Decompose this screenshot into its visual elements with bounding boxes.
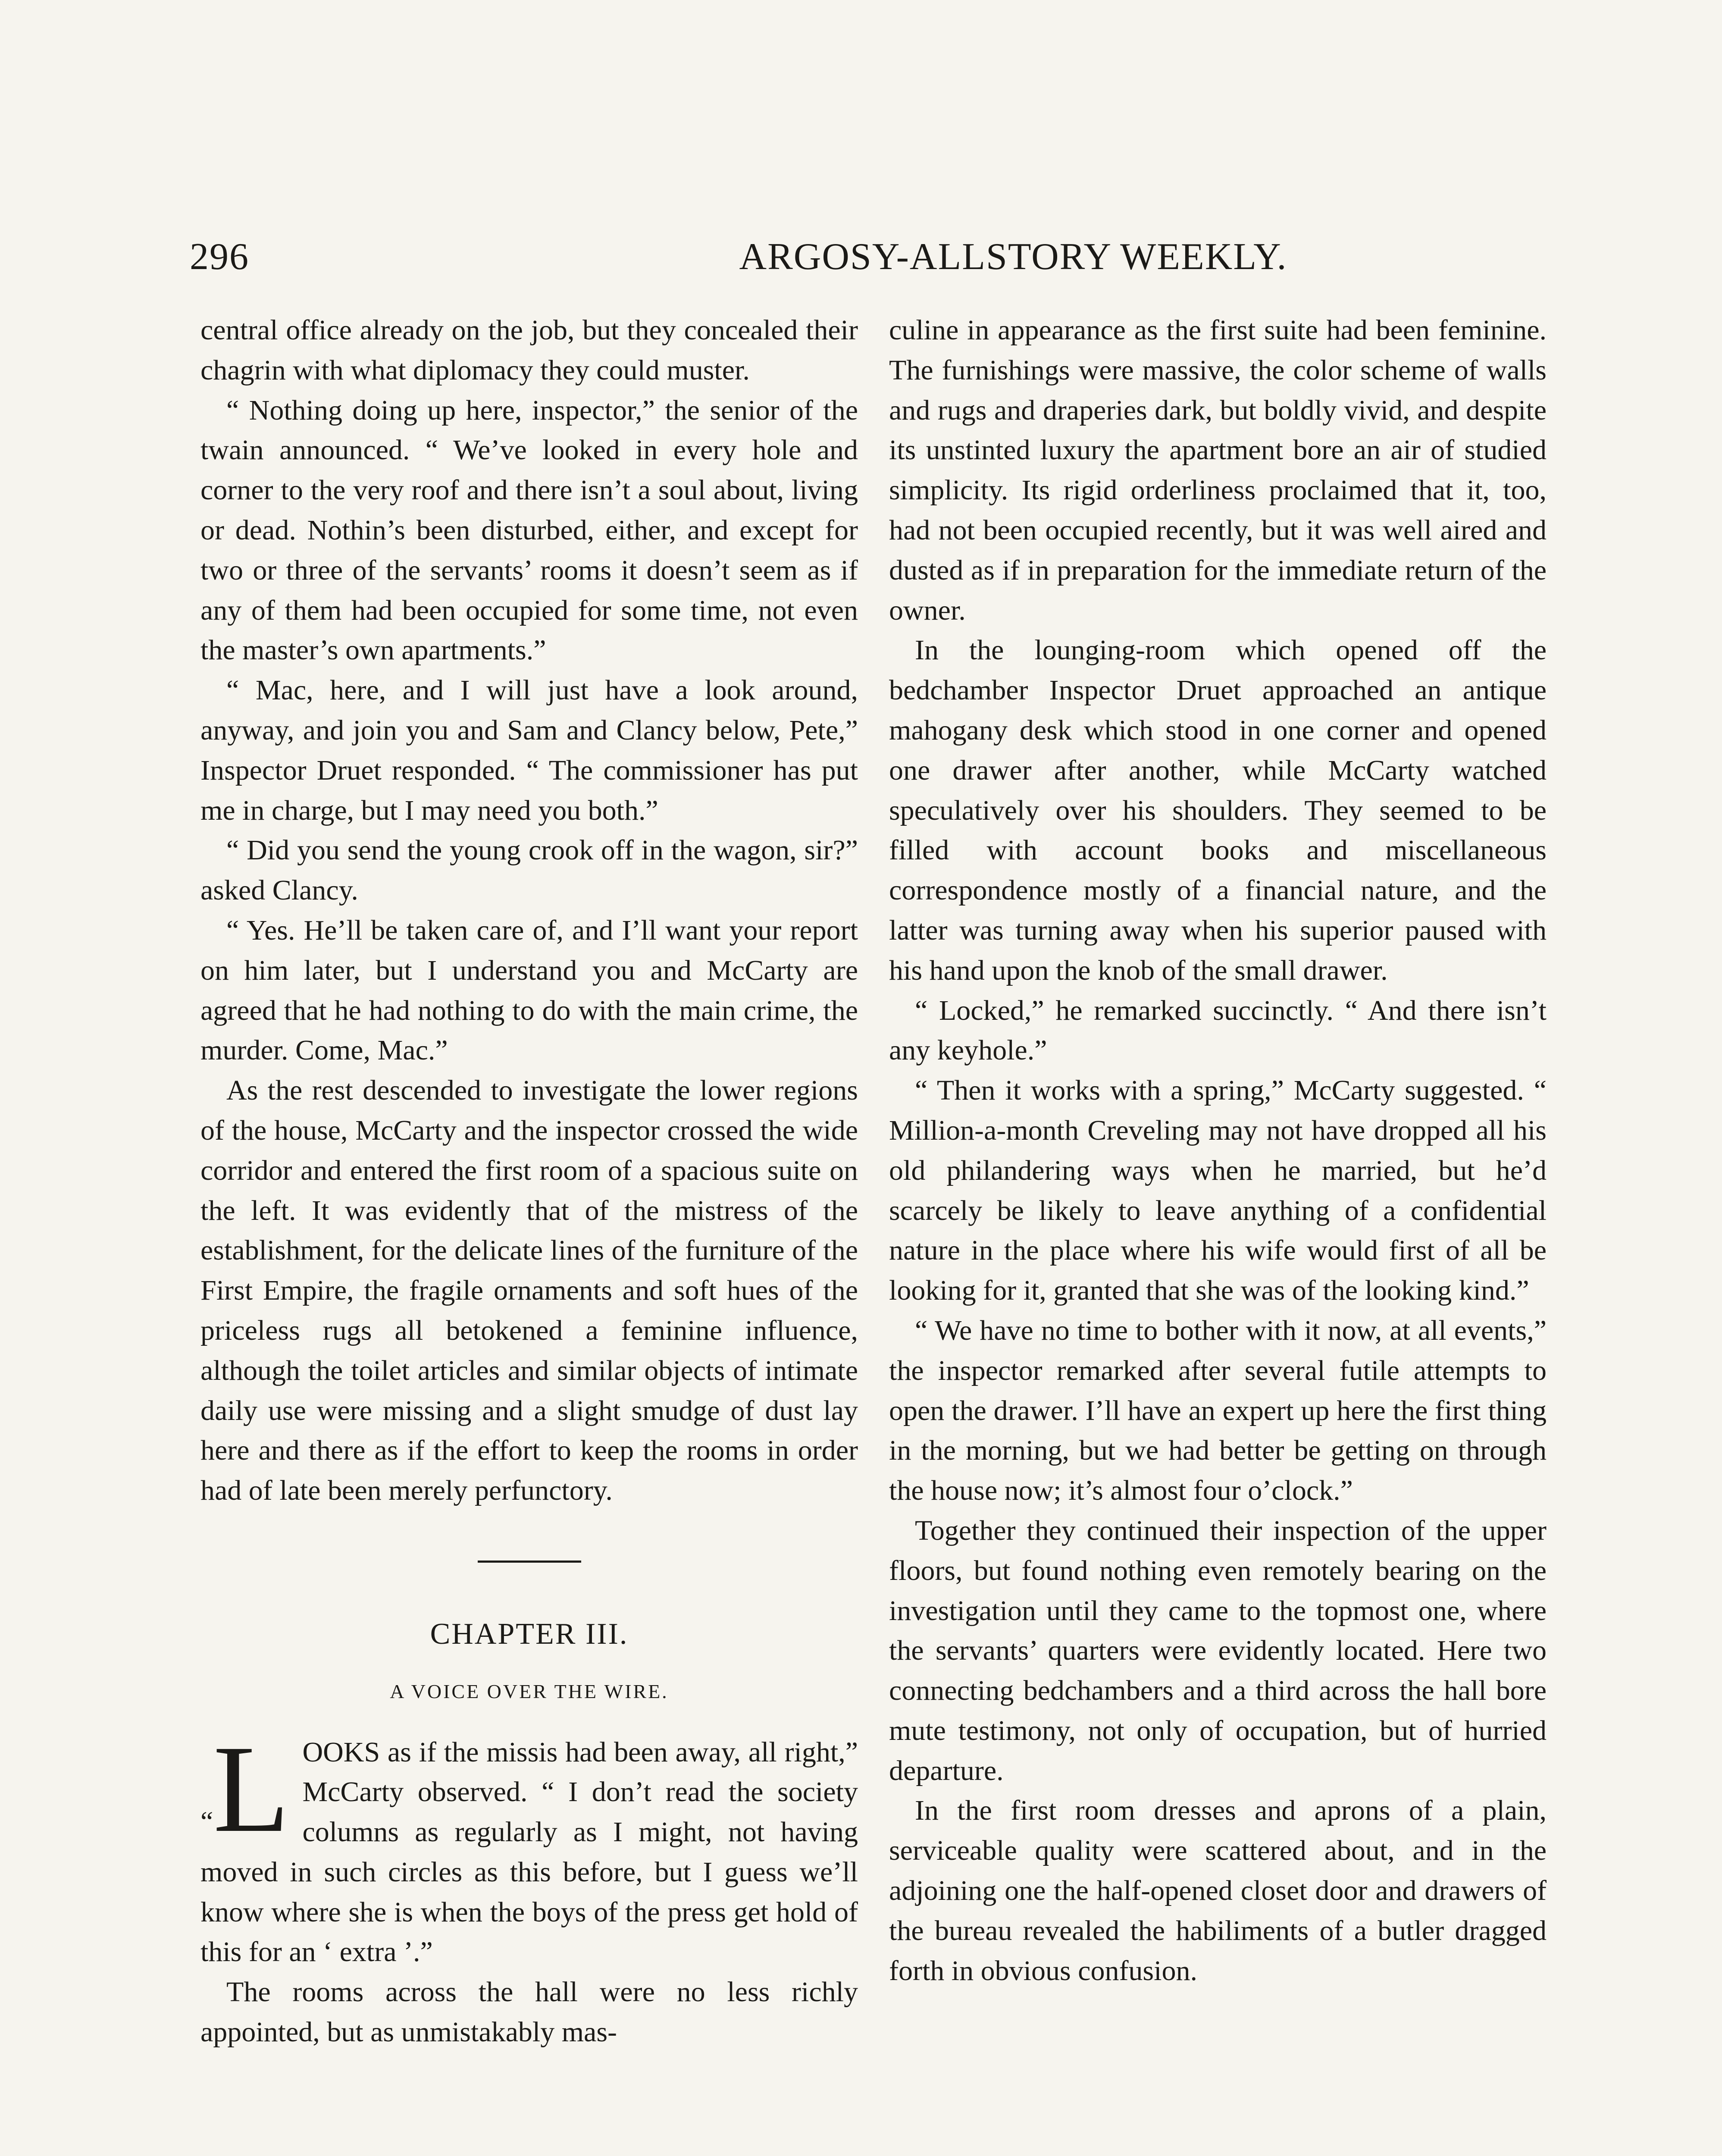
chapter-title: CHAPTER III.	[430, 1617, 629, 1651]
opening-text: OOKS as if the missis had been away, all right,” McCarty observed. “ I don’t read the society columns as regularly as I might, not having moved in such circles as this before, but I guess we’ll know where she is when the boys of the press get hold of this for an ‘ extra ’.”	[200, 1736, 858, 1968]
drop-cap-quote: “	[200, 1805, 213, 1837]
paragraph: “ We have no time to bother with it now, at all events,” the inspector remarked after several futile attempts to open the drawer. I’ll have an expert up here the first thing in the morning, but we had better be getting on through the house now; it’s almost four o’clock.”	[889, 1314, 1547, 1507]
chapter-subtitle: A VOICE OVER THE WIRE.	[390, 1680, 669, 1702]
paragraph: The rooms across the hall were no less richly appointed, but as unmistakably mas-	[200, 1976, 858, 2048]
paragraph: “ Locked,” he remarked succinctly. “ And there isn’t any keyhole.”	[889, 994, 1547, 1066]
left-column	[200, 310, 858, 2053]
page-number: 296	[190, 236, 249, 278]
paragraph: culine in appearance as the first suite had been feminine. The furnishings were massive, the color scheme of walls and rugs and draperies dark, but boldly vivid, and despite its unstinted luxury the apartment bore an air of studied simplicity. Its rigid orderliness proclaimed that it, too, had not been occupied recently, but it was well aired and dusted as if in preparation for the immediate return of the owner.	[889, 314, 1547, 626]
paragraph: “ Yes. He’ll be taken care of, and I’ll want your report on him later, but I understand you and McCarty are agreed that he had nothing to do with the main crime, the murder. Come, Mac.”	[200, 914, 858, 1066]
paragraph: As the rest descended to investigate the lower regions of the house, McCarty and the inspector crossed the wide corridor and entered the first room of a spacious suite on the left. It was evidently that of the mistress of the establishment, for the delicate lines of the furniture of the First Empire, the fragile ornaments and soft hues of the priceless rugs all betokened a feminine influence, although the toilet articles and similar objects of intimate daily use were missing and a slight smudge of dust lay here and there as if the effort to keep the rooms in order had of late been merely perfunctory.	[200, 1075, 858, 1507]
drop-cap	[200, 1719, 290, 1858]
paragraph: central office already on the job, but they concealed their chagrin with what diplomacy they could muster.	[200, 314, 858, 386]
paragraph: Together they continued their inspection of the upper floors, but found nothing even remotely bearing on the investigation until they came to the topmost one, where the servants’ quarters were evidently located. Here two connecting bedchambers and a third across the hall bore mute testimony, not only of occupation, but of hurried departure.	[889, 1514, 1547, 1786]
paragraph: “ Then it works with a spring,” McCarty suggested. “ Million-a-month Creveling may not have dropped all his old philandering ways when he married, but he’d scarcely be likely to leave anything of a confidential nature in the place where his wife would first of all be looking for it, granted that she was of the looking kind.”	[889, 1075, 1547, 1307]
paragraph: “ Did you send the young crook off in the wagon, sir?” asked Clancy.	[200, 834, 858, 906]
paragraph: “ Nothing doing up here, inspector,” the senior of the twain announced. “ We’ve looked in every hole and corner to the very roof and there isn’t a soul about, living or dead. Nothin’s been disturbed, either, and except for two or three of the servants’ rooms it doesn’t seem as if any of them had been occupied for some time, not even the master’s own apartments.”	[200, 394, 858, 666]
right-column	[889, 310, 1547, 1991]
drop-cap-letter: L	[213, 1719, 290, 1858]
paragraph: “ Mac, here, and I will just have a look around, anyway, and join you and Sam and Clancy below, Pete,” Inspector Druet responded. “ The commissioner has put me in charge, but I may need you both.”	[200, 674, 858, 826]
chapter-divider	[478, 1561, 581, 1563]
chapter-opening-paragraph	[200, 1719, 858, 1973]
paragraph: In the first room dresses and aprons of a plain, serviceable quality were scattered about, and in the adjoining one the half-opened closet door and drawers of the bureau revealed the habiliments of a butler dragged forth in obvious confusion.	[889, 1795, 1547, 1987]
running-head	[190, 235, 1548, 282]
journal-title: ARGOSY-ALLSTORY WEEKLY.	[739, 236, 1287, 278]
paragraph: In the lounging-room which opened off the bedchamber Inspector Druet approached an antique mahogany desk which stood in one corner and opened one drawer after another, while McCarty watched speculatively over his shoulders. They seemed to be filled with account books and miscellaneous correspondence mostly of a financial nature, and the latter was turning away when his superior paused with his hand upon the knob of the small drawer.	[889, 634, 1547, 986]
